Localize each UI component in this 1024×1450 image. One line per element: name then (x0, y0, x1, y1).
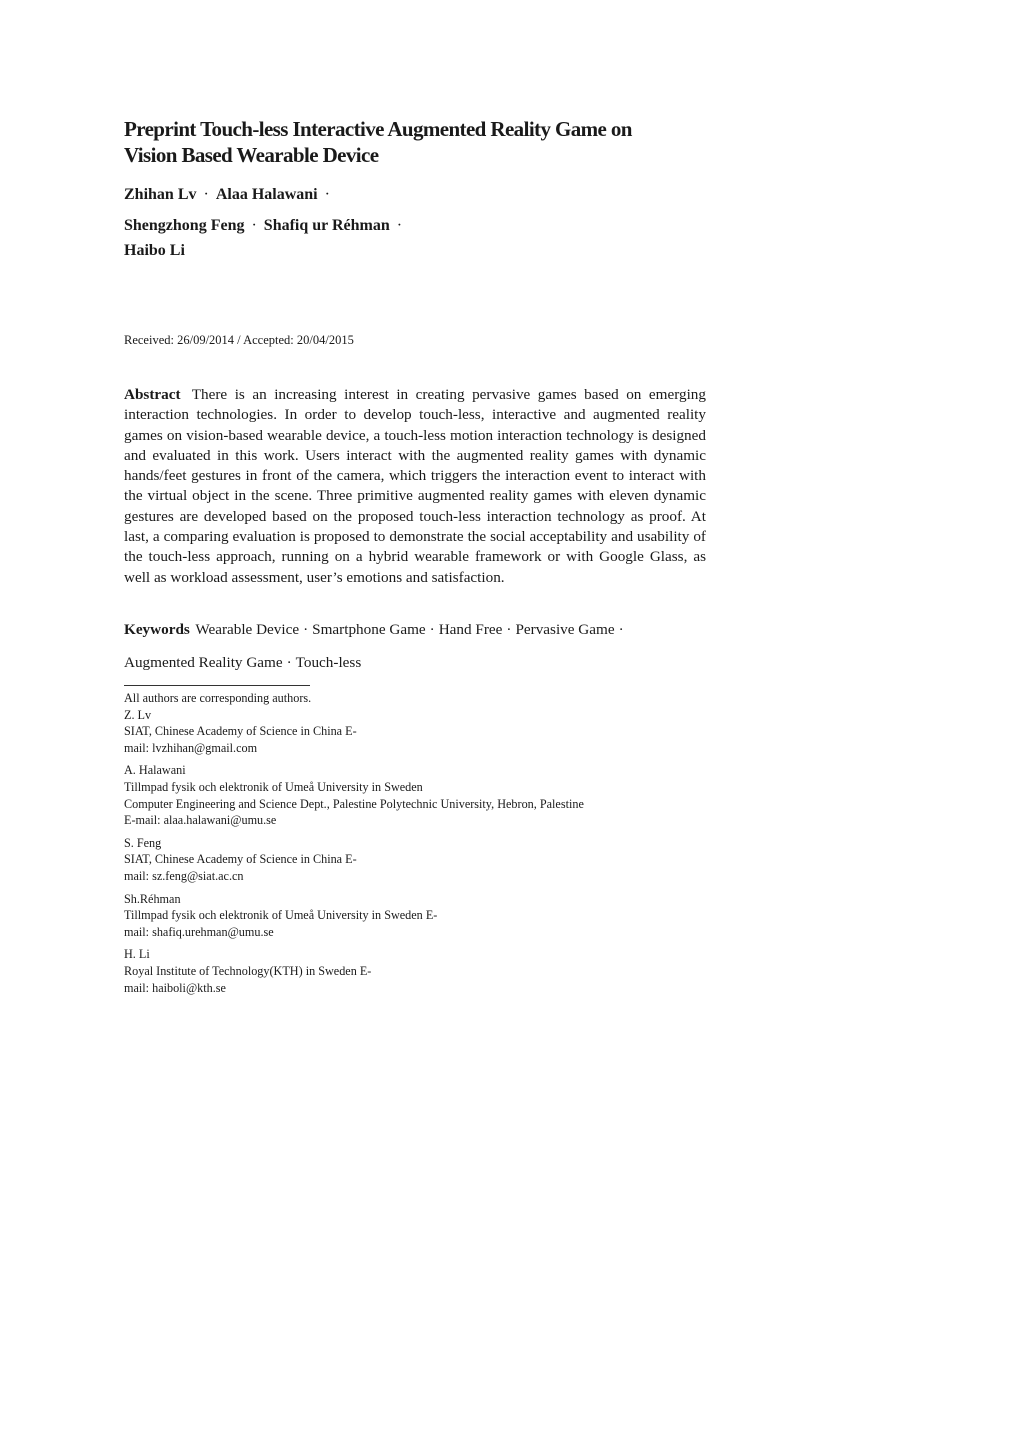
affiliation-name: H. Li (124, 947, 150, 962)
title-line-2: Vision Based Wearable Device (124, 143, 379, 167)
author-separator: · (251, 217, 257, 234)
received-accepted-dates: Received: 26/09/2014 / Accepted: 20/04/2015 (124, 333, 354, 347)
footnote-note: All authors are corresponding authors. (124, 691, 312, 705)
footnotes (124, 690, 706, 996)
keyword: Smartphone Game (312, 621, 426, 638)
author-name: Shengzhong Feng (124, 217, 245, 234)
keyword: Touch-less (295, 654, 362, 671)
affiliation-line: SIAT, Chinese Academy of Science in China E- (124, 724, 357, 739)
author-separator: · (324, 186, 330, 203)
author-separator: · (203, 186, 209, 203)
author-name: Alaa Halawani (215, 186, 318, 203)
affiliation-block (124, 762, 706, 828)
title-line-1: Preprint Touch-less Interactive Augmented Reality Game on (124, 117, 632, 141)
affiliation-name: S. Feng (124, 835, 162, 850)
keywords-line-1 (124, 620, 628, 640)
paper-title (124, 116, 706, 168)
authors-line-3 (124, 241, 185, 261)
affiliation-line: Computer Engineering and Science Dept., Palestine Polytechnic University, Hebron, Palestine (124, 796, 584, 811)
keyword-separator: · (618, 621, 624, 638)
affiliation-email: E-mail: alaa.halawani@umu.se (124, 813, 277, 828)
authors-line-2 (124, 216, 409, 236)
author-name: Shafiq ur Réhman (263, 217, 390, 234)
keyword: Wearable Device (195, 621, 300, 638)
affiliation-email: mail: shafiq.urehman@umu.se (124, 924, 274, 939)
affiliation-block (124, 707, 706, 757)
keyword-separator: · (429, 621, 435, 638)
keyword: Pervasive Game (515, 621, 615, 638)
affiliation-email: mail: haiboli@kth.se (124, 980, 226, 995)
abstract-text: There is an increasing interest in creating pervasive games based on emerging interaction technologies. In order to develop touch-less, interactive and augmented reality games on vision-based wearable device, a touch-less motion interaction technology is designed and evaluated in this work. Users interact with the augmented reality games with dynamic hands/feet gestures in front of the camera, which triggers the interaction event to interact with the virtual object in the scene. Three primitive augmented reality games with eleven dynamic gestures are developed based on the proposed touch-less interaction technology as proof. At last, a comparing evaluation is proposed to demonstrate the social acceptability and usability of the touch-less approach, running on a hybrid wearable framework or with Google Glass, as well as workload assessment, user’s emotions and satisfaction. (124, 386, 706, 586)
affiliation-line: Tillmpad fysik och elektronik of Umeå University in Sweden (124, 779, 423, 794)
authors-line-1 (124, 185, 337, 205)
author-name: Haibo Li (124, 242, 185, 259)
keywords-line-2 (124, 653, 361, 673)
keyword-separator: · (303, 621, 309, 638)
author-name: Zhihan Lv (124, 186, 197, 203)
affiliation-name: A. Halawani (124, 763, 186, 778)
keywords-label: Keywords (124, 621, 190, 638)
affiliation-line: Tillmpad fysik och elektronik of Umeå University in Sweden E- (124, 908, 438, 923)
keyword: Augmented Reality Game (124, 654, 283, 671)
affiliation-line: SIAT, Chinese Academy of Science in China E- (124, 852, 357, 867)
affiliation-name: Z. Lv (124, 707, 152, 722)
keyword: Hand Free (438, 621, 503, 638)
abstract-label: Abstract (124, 386, 181, 403)
keyword-separator: · (506, 621, 512, 638)
keyword-separator: · (286, 654, 292, 671)
affiliation-name: Sh.Réhman (124, 891, 181, 906)
footnote-divider (124, 685, 310, 686)
affiliation-email: mail: sz.feng@siat.ac.cn (124, 868, 244, 883)
affiliation-block (124, 835, 706, 885)
affiliation-block (124, 946, 706, 996)
affiliation-block (124, 891, 706, 941)
author-separator: · (396, 217, 403, 234)
abstract (124, 385, 706, 588)
affiliation-line: Royal Institute of Technology(KTH) in Sweden E- (124, 963, 372, 978)
affiliation-email: mail: lvzhihan@gmail.com (124, 740, 258, 755)
